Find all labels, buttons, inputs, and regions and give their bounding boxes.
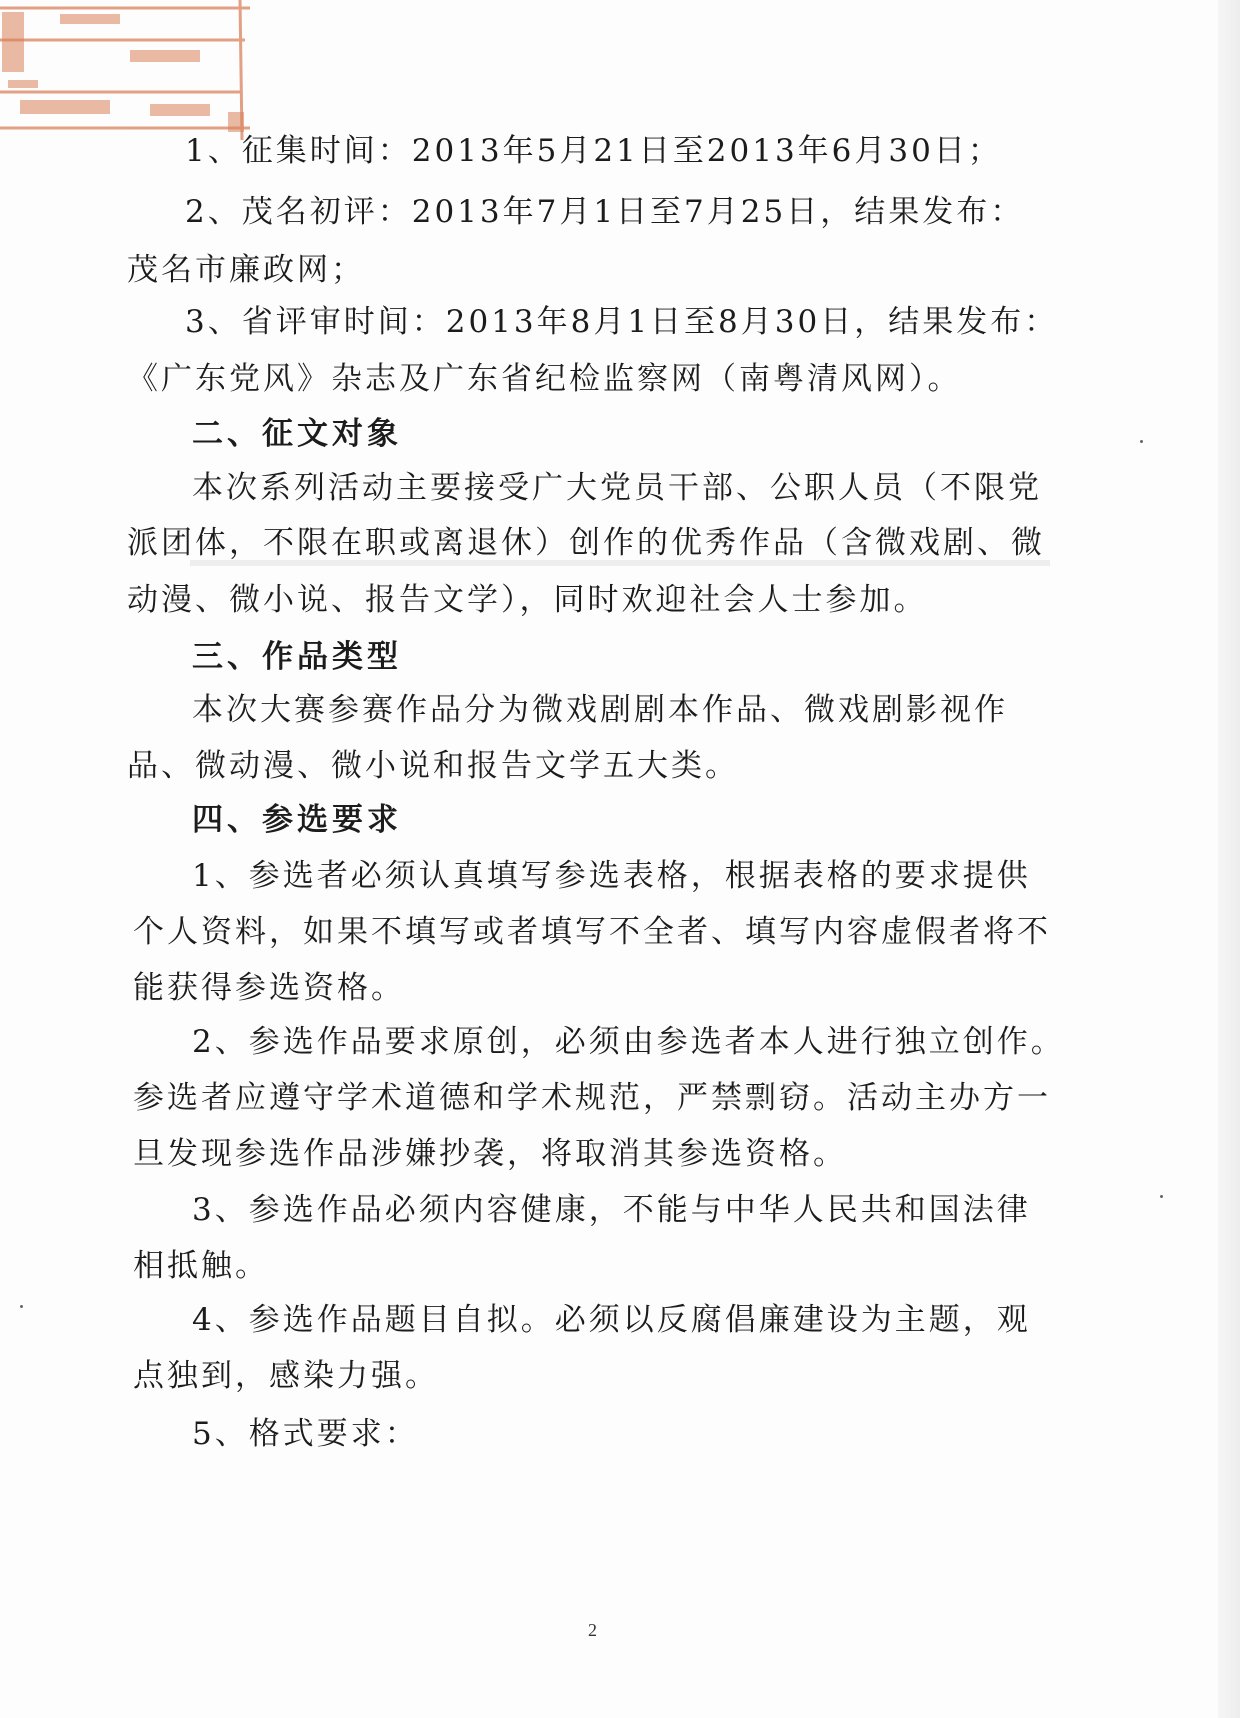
text-line: 参选者应遵守学术道德和学术规范，严禁剽窃。活动主办方一 bbox=[133, 1080, 1051, 1116]
text-line: 旦发现参选作品涉嫌抄袭，将取消其参选资格。 bbox=[133, 1136, 847, 1172]
scan-speck bbox=[20, 1305, 23, 1308]
text-line: 点独到，感染力强。 bbox=[133, 1358, 439, 1394]
text-line: 《广东党风》杂志及广东省纪检监察网（南粤清风网）。 bbox=[127, 361, 962, 397]
text-line: 3、省评审时间：2013年8月1日至8月30日，结果发布： bbox=[185, 304, 1059, 340]
text-line: 1、参选者必须认真填写参选表格，根据表格的要求提供 bbox=[192, 858, 1031, 894]
text-line: 动漫、微小说、报告文学），同时欢迎社会人士参加。 bbox=[127, 582, 928, 618]
text-line: 能获得参选资格。 bbox=[133, 970, 405, 1006]
text-line: 2、参选作品要求原创，必须由参选者本人进行独立创作。 bbox=[192, 1024, 1065, 1060]
text-line: 派团体，不限在职或离退休）创作的优秀作品（含微戏剧、微 bbox=[127, 525, 1045, 561]
page-number: 2 bbox=[588, 1620, 597, 1640]
section-heading: 三、作品类型 bbox=[192, 639, 402, 675]
text-line: 5、格式要求： bbox=[192, 1416, 419, 1452]
text-line: 本次系列活动主要接受广大党员干部、公职人员（不限党 bbox=[192, 470, 1042, 506]
text-line: 本次大赛参赛作品分为微戏剧剧本作品、微戏剧影视作 bbox=[192, 692, 1008, 728]
text-line: 4、参选作品题目自拟。必须以反腐倡廉建设为主题，观 bbox=[192, 1302, 1031, 1338]
text-line: 个人资料，如果不填写或者填写不全者、填写内容虚假者将不 bbox=[133, 914, 1051, 950]
text-line: 1、征集时间：2013年5月21日至2013年6月30日； bbox=[185, 133, 1002, 169]
scan-speck bbox=[1160, 1195, 1163, 1198]
text-line: 茂名市廉政网； bbox=[127, 252, 365, 288]
section-heading: 四、参选要求 bbox=[192, 802, 402, 838]
scan-speck bbox=[1140, 440, 1143, 443]
text-line: 品、微动漫、微小说和报告文学五大类。 bbox=[127, 748, 739, 784]
section-heading: 二、征文对象 bbox=[192, 416, 402, 452]
text-line: 相抵触。 bbox=[133, 1248, 269, 1284]
text-line: 2、茂名初评：2013年7月1日至7月25日，结果发布： bbox=[185, 194, 1025, 230]
text-line: 3、参选作品必须内容健康，不能与中华人民共和国法律 bbox=[192, 1192, 1031, 1228]
